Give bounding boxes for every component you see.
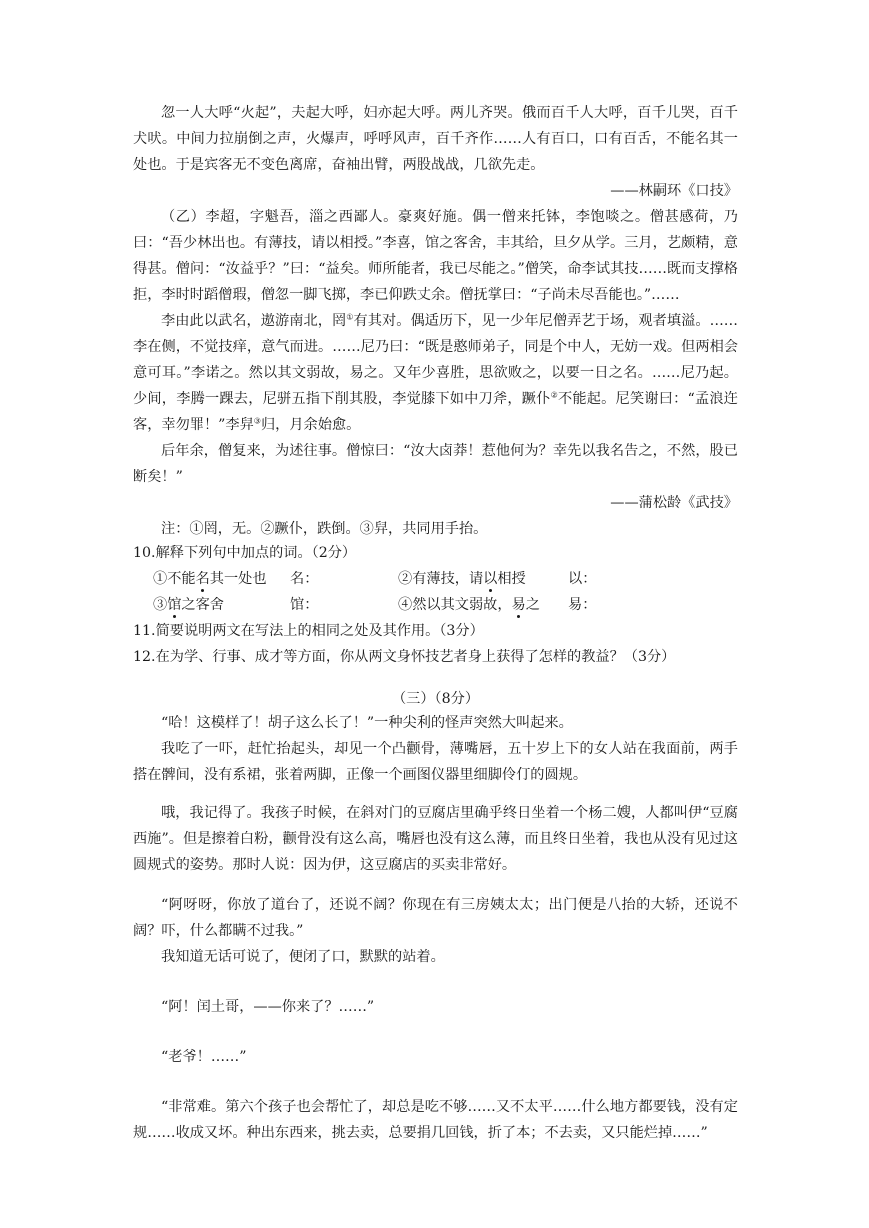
question-10-item-d — [398, 592, 540, 618]
question-10-answer-a[interactable]: 名： — [290, 571, 319, 587]
question-10-item-a — [153, 566, 267, 592]
item-b-dotted-word: 以 — [483, 571, 498, 587]
passage-yi-source: ——蒲松龄《武技》 — [610, 495, 738, 511]
footnotes: 注：①罔，无。②蹶仆，跌倒。③舁，共同用手抬。 — [161, 521, 488, 537]
section-3-paragraph-4: “阿呀呀，你放了道台了，还说不阔？你现在有三房姨太太；出门便是八抬的大轿，还说不阔？吓，什么都瞒不过我。” — [133, 897, 738, 939]
section-3-paragraph-7: “老爷！……” — [161, 1049, 247, 1065]
question-12: 12.在为学、行事、成才等方面，你从两文身怀技艺者身上获得了怎样的教益？（3分） — [133, 649, 676, 665]
question-10-answer-c[interactable]: 馆： — [290, 597, 319, 613]
item-c-text-after: 之客舍 — [181, 597, 224, 613]
question-10-item-c — [153, 592, 224, 618]
passage-jia-source: ——林嗣环《口技》 — [610, 183, 738, 199]
question-10-item-b — [398, 566, 526, 592]
item-b-text-before: ②有薄技，请 — [398, 571, 484, 587]
section-3-paragraph-6: “阿！闰土哥，——你来了？……” — [161, 999, 375, 1015]
question-10-answer-d[interactable]: 易： — [568, 597, 597, 613]
item-d-text-before: ④然以其文弱故， — [398, 597, 512, 613]
passage-jia-paragraph: 忽一人大呼“火起”，夫起大呼，妇亦起大呼。两儿齐哭。俄而百千人大呼，百千儿哭，百千犬吠。中间力拉崩倒之声，火爆声，呼呼风声，百千齐作……人有百口，口有百舌，不能名其一处也。于是宾客无不变色离席，奋袖出臂，两股战战，几欲先走。 — [133, 105, 738, 173]
passage-yi-paragraph-2-part-3: 不能起。尼笑谢曰：“孟浪迕客，幸勿罪！”李舁 — [133, 391, 738, 433]
question-11: 11.简要说明两文在写法上的相同之处及其作用。（3分） — [133, 623, 484, 639]
passage-yi-paragraph-2 — [133, 308, 738, 438]
question-10: 10.解释下列句中加点的词。（2分） — [133, 545, 357, 561]
passage-yi-paragraph-2-part-4: 归，月余始愈。 — [260, 417, 361, 433]
section-3-paragraph-8: “非常难。第六个孩子也会帮忙了，却总是吃不够……又不太平……什么地方都要钱，没有定规……收成又坏。种出东西来，挑去卖，总要捐几回钱，折了本；不去卖，又只能烂掉……” — [133, 1099, 738, 1141]
section-3-paragraph-2: 我吃了一吓，赶忙抬起头，却见一个凸颧骨，薄嘴唇，五十岁上下的女人站在我面前，两手搭在髀间，没有系裙，张着两脚，正像一个画图仪器里细脚伶仃的圆规。 — [133, 741, 738, 783]
item-b-text-after: 相授 — [497, 571, 526, 587]
footnote-mark-1: ① — [346, 312, 354, 322]
section-3-paragraph-3: 哦，我记得了。我孩子时候，在斜对门的豆腐店里确乎终日坐着一个杨二嫂，人都叫伊“豆腐西施”。但是擦着白粉，颧骨没有这么高，嘴唇也没有这么薄，而且终日坐着，我也从没有见过这圆规式的姿势。那时人说：因为伊，这豆腐店的买卖非常好。 — [133, 805, 738, 873]
passage-yi-paragraph-3: 后年余，僧复来，为述往事。僧惊曰：“汝大卤莽！惹他何为？幸先以我名告之，不然，股已断矣！” — [133, 443, 738, 485]
item-d-dotted-word: 易 — [511, 597, 526, 613]
item-d-text-after: 之 — [525, 597, 540, 613]
question-10-answer-b[interactable]: 以： — [568, 571, 597, 587]
footnote-mark-3: ③ — [253, 416, 261, 426]
item-a-dotted-word: 名 — [195, 571, 210, 587]
item-c-dotted-word: 馆 — [167, 597, 182, 613]
item-a-text-before: ①不能 — [153, 571, 196, 587]
section-3-heading: （三）（8分） — [391, 691, 480, 707]
section-3-paragraph-5: 我知道无话可说了，便闭了口，默默的站着。 — [161, 949, 445, 965]
passage-yi-paragraph-2-part-1: 李由此以武名，遨游南北，罔 — [161, 313, 347, 329]
item-c-text-before: ③ — [153, 597, 168, 613]
section-3-paragraph-1: “哈！这模样了！胡子这么长了！”一种尖利的怪声突然大叫起来。 — [161, 715, 573, 731]
passage-yi-paragraph-1: （乙）李超，字魁吾，淄之西鄙人。豪爽好施。偶一僧来托钵，李饱啖之。僧甚感荷，乃曰：“吾少林出也。有薄技，请以相授。”李喜，馆之客舍，丰其给，旦夕从学。三月，艺颇精，意得甚。僧问：“汝益乎？”曰：“益矣。师所能者，我已尽能之。”僧笑，命李试其技……既而支撑格拒，李时时蹈僧瑕，僧忽一脚飞掷，李已仰跌丈余。僧抚掌曰：“子尚未尽吾能也。”…… — [133, 209, 738, 303]
item-a-text-after: 其一处也 — [209, 571, 267, 587]
passage-yi-paragraph-2-part-2: 有其对。偶适历下，见一少年尼僧弄艺于场，观者填溢。……李在侧，不觉技痒，意气而进。……尼乃曰：“既是憨师弟子，同是个中人，无妨一戏。但两相会意可耳。”李诺之。然以其文弱故，易之。又年少喜胜，思欲败之，以要一日之名。……尼乃起。少间，李腾一踝去，尼骈五指下削其股，李觉膝下如中刀斧，蹶仆 — [133, 313, 738, 407]
footnote-mark-2: ② — [550, 390, 558, 400]
